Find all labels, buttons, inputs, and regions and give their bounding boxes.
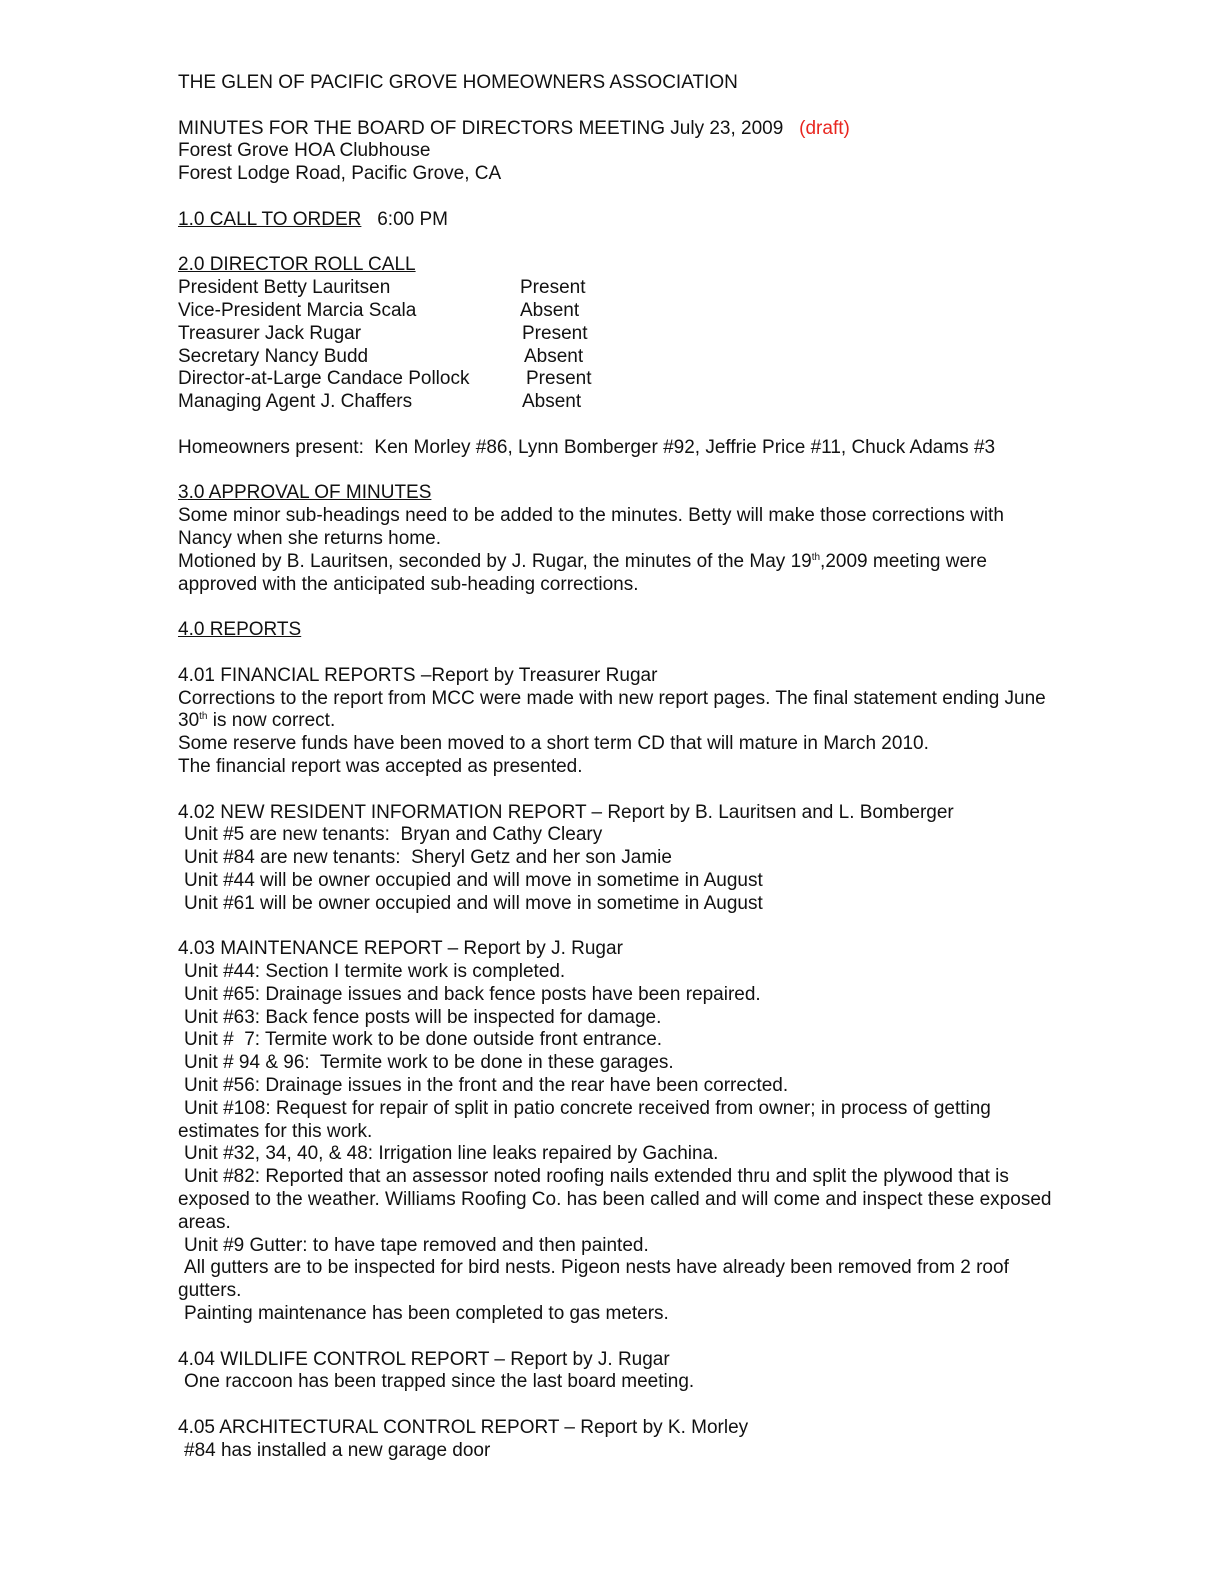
director-status: Absent bbox=[520, 299, 580, 321]
roll-call-row bbox=[178, 300, 1058, 323]
director-status: Present bbox=[520, 277, 586, 299]
director-status: Absent bbox=[524, 345, 584, 367]
association-title: THE GLEN OF PACIFIC GROVE HOMEOWNERS ASSOCIATION bbox=[178, 72, 738, 93]
list-item: All gutters are to be inspected for bird nests. Pigeon nests have already been removed from 2 roof gutters. bbox=[178, 1257, 1009, 1302]
draft-label: (draft) bbox=[799, 117, 850, 139]
director-name: Vice-President Marcia Scala bbox=[178, 299, 417, 321]
financial-report-text: Corrections to the report from MCC were made with new report pages. The final statement ending June 30th is now correct. bbox=[178, 687, 1046, 732]
roll-call-row bbox=[178, 277, 1058, 300]
financial-report-line: Some reserve funds have been moved to a short term CD that will mature in March 2010. bbox=[178, 733, 929, 755]
list-item: Unit #9 Gutter: to have tape removed and then painted. bbox=[184, 1234, 649, 1256]
list-item: Unit #63: Back fence posts will be inspected for damage. bbox=[184, 1006, 662, 1028]
director-name: Treasurer Jack Rugar bbox=[178, 322, 362, 344]
roll-call-row bbox=[178, 368, 1058, 391]
director-name: Director-at-Large Candace Pollock bbox=[178, 368, 470, 390]
maintenance-report-title: 4.03 MAINTENANCE REPORT – Report by J. Rugar bbox=[178, 938, 623, 960]
location-name: Forest Grove HOA Clubhouse bbox=[178, 140, 431, 162]
financial-report-line: The financial report was accepted as presented. bbox=[178, 755, 583, 777]
director-status: Present bbox=[522, 322, 588, 344]
location-address: Forest Lodge Road, Pacific Grove, CA bbox=[178, 163, 502, 185]
maintenance-report bbox=[178, 938, 1058, 1326]
wildlife-report-title: 4.04 WILDLIFE CONTROL REPORT – Report by J. Rugar bbox=[178, 1348, 670, 1370]
list-item: Unit #5 are new tenants: Bryan and Cathy Cleary bbox=[184, 824, 603, 846]
financial-report-title: 4.01 FINANCIAL REPORTS –Report by Treasurer Rugar bbox=[178, 664, 658, 686]
meeting-title: MINUTES FOR THE BOARD OF DIRECTORS MEETING July 23, 2009 bbox=[178, 117, 784, 139]
list-item: Unit #65: Drainage issues and back fence posts have been repaired. bbox=[184, 983, 761, 1005]
list-item: Unit #108: Request for repair of split in patio concrete received from owner; in process of getting estimates for this work. bbox=[178, 1097, 991, 1142]
director-status: Present bbox=[526, 368, 592, 390]
reports-heading: 4.0 REPORTS bbox=[178, 619, 302, 641]
approval-paragraph: Some minor sub-headings need to be added to the minutes. Betty will make those corrections with Nancy when she returns home. bbox=[178, 505, 1004, 549]
roll-call-row bbox=[178, 346, 1058, 369]
director-status: Absent bbox=[522, 391, 582, 413]
director-name: Managing Agent J. Chaffers bbox=[178, 391, 413, 413]
list-item: #84 has installed a new garage door bbox=[184, 1439, 491, 1461]
approval-heading: 3.0 APPROVAL OF MINUTES bbox=[178, 482, 432, 504]
director-name: Secretary Nancy Budd bbox=[178, 345, 369, 367]
call-to-order-heading: 1.0 CALL TO ORDER bbox=[178, 208, 362, 230]
architectural-report-title: 4.05 ARCHITECTURAL CONTROL REPORT – Report by K. Morley bbox=[178, 1417, 749, 1439]
list-item: Unit #56: Drainage issues in the front and the rear have been corrected. bbox=[184, 1075, 789, 1097]
financial-report bbox=[178, 665, 1058, 779]
roll-call-list bbox=[178, 277, 1058, 414]
list-item: One raccoon has been trapped since the last board meeting. bbox=[184, 1371, 695, 1393]
approval-motion: Motioned by B. Lauritsen, seconded by J. Rugar, the minutes of the May 19th,2009 meeting were approved with the anticipated sub-heading corrections. bbox=[178, 550, 987, 595]
call-to-order-time: 6:00 PM bbox=[377, 208, 448, 230]
homeowners-present: Homeowners present: Ken Morley #86, Lynn Bomberger #92, Jeffrie Price #11, Chuck Adams #3 bbox=[178, 436, 996, 458]
roll-call-row bbox=[178, 391, 1058, 414]
list-item: Unit # 94 & 96: Termite work to be done in these garages. bbox=[184, 1052, 674, 1074]
list-item: Unit # 7: Termite work to be done outside front entrance. bbox=[184, 1029, 663, 1051]
list-item: Unit #44: Section I termite work is completed. bbox=[184, 961, 566, 983]
architectural-report bbox=[178, 1417, 1058, 1463]
list-item: Unit #61 will be owner occupied and will move in sometime in August bbox=[184, 892, 763, 914]
roll-call-heading: 2.0 DIRECTOR ROLL CALL bbox=[178, 254, 416, 276]
call-to-order bbox=[178, 209, 1058, 232]
list-item: Unit #44 will be owner occupied and will move in sometime in August bbox=[184, 869, 763, 891]
list-item: Unit #82: Reported that an assessor noted roofing nails extended thru and split the plywood that is exposed to the weather. Williams Roofing Co. has been called and will come and inspect these exposed areas. bbox=[178, 1166, 1052, 1233]
wildlife-report bbox=[178, 1349, 1058, 1395]
director-name: President Betty Lauritsen bbox=[178, 277, 391, 299]
new-resident-report bbox=[178, 802, 1058, 916]
roll-call-row bbox=[178, 323, 1058, 346]
list-item: Unit #84 are new tenants: Sheryl Getz and her son Jamie bbox=[184, 847, 672, 869]
list-item: Unit #32, 34, 40, & 48: Irrigation line leaks repaired by Gachina. bbox=[184, 1143, 719, 1165]
meeting-title-line bbox=[178, 118, 1058, 141]
list-item: Painting maintenance has been completed to gas meters. bbox=[184, 1303, 669, 1325]
minutes-document bbox=[178, 72, 1058, 1463]
new-resident-report-title: 4.02 NEW RESIDENT INFORMATION REPORT – Report by B. Lauritsen and L. Bomberger bbox=[178, 801, 954, 823]
